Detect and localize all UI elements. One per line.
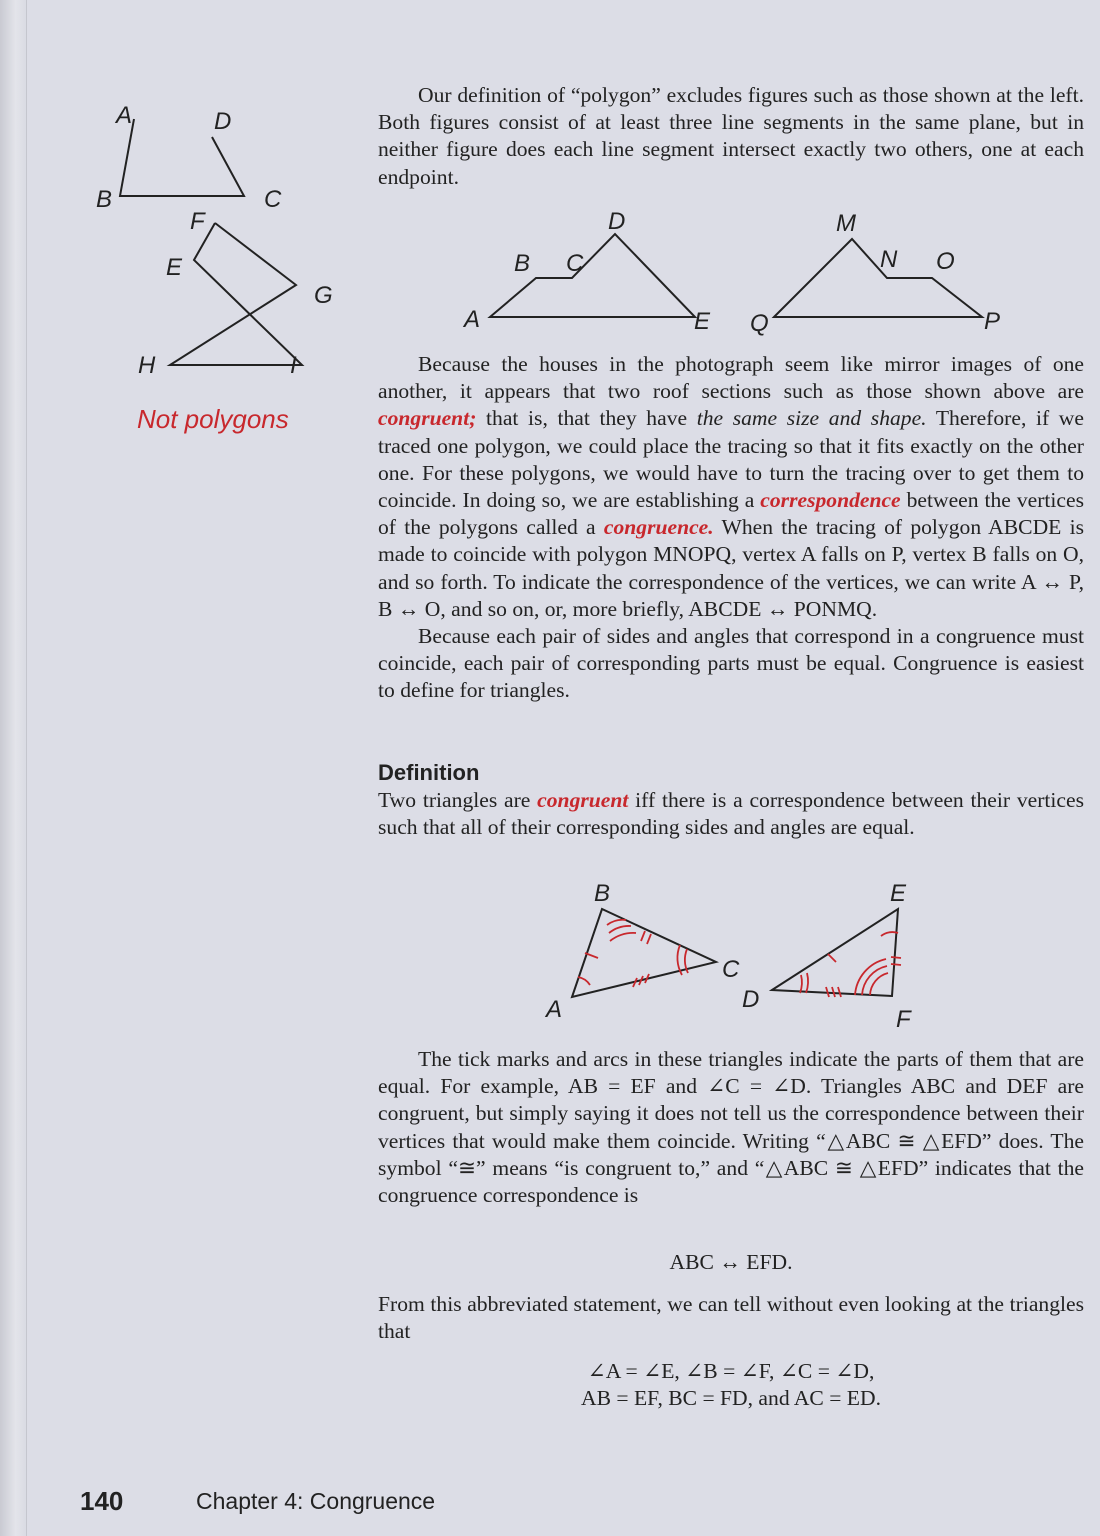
not-polygon-figure-1 <box>90 95 310 215</box>
vertex-label: B <box>96 186 113 213</box>
definition-heading: Definition <box>378 760 480 785</box>
term-correspondence: correspondence <box>760 488 901 513</box>
vertex-label: M <box>836 210 856 237</box>
vertex-label: D <box>608 208 626 235</box>
vertex-label: E <box>694 308 711 335</box>
vertex-label: C <box>566 250 584 277</box>
vertex-label: B <box>514 250 531 277</box>
vertex-label: N <box>880 246 898 273</box>
paragraph-2: Because the houses in the photograph seem like mirror images of one another, it appears that two roof sections such as those shown above are congruent; that is, that they have the same size and shape. Therefore, if we traced one polygon, we could place the tracing so that it fits exactly on the other one. For these polygons, we would have to turn the tracing over to get them to coincide. In doing so, we are establishing a correspondence between the vertices of the polygons called a congruence. When the tracing of polygon ABCDE is made to coincide with polygon MNOPQ, vertex A falls on P, vertex B falls on O, and so forth. To indicate the correspondence of the vertices, we can write A ↔ P, B ↔ O, and so on, or, more briefly, ABCDE ↔ PONMQ. Because each pair of sides and angles that correspond in a congruence must coincide, each pair of corresponding parts must be equal. Congruence is easiest to define for triangles. <box>378 351 1084 705</box>
correspondence-statement: ABC ↔ EFD. <box>669 1250 793 1274</box>
vertex-label: A <box>464 306 481 333</box>
vertex-label: A <box>116 102 133 129</box>
equation-line-2: AB = EF, BC = FD, and AC = ED. <box>581 1386 881 1410</box>
paragraph-5: From this abbreviated statement, we can tell without even looking at the triangles that <box>378 1292 1084 1344</box>
vertex-label: D <box>214 108 232 135</box>
vertex-label: E <box>890 880 907 907</box>
definition-text: Two triangles are congruent iff there is a correspondence between their vertices such that all of their corresponding sides and angles are equal. <box>378 788 1084 840</box>
pentagon-figure <box>450 205 1010 340</box>
vertex-label: G <box>314 282 333 309</box>
not-polygon-figure-2 <box>130 205 350 385</box>
vertex-label: H <box>138 352 156 379</box>
equation-line-1: ∠A = ∠E, ∠B = ∠F, ∠C = ∠D, <box>587 1359 875 1383</box>
vertex-label: F <box>190 208 205 235</box>
vertex-label: O <box>936 248 955 275</box>
term-congruent: congruent; <box>378 406 477 431</box>
term-congruent-def: congruent <box>537 788 629 812</box>
vertex-label: B <box>594 880 611 907</box>
term-congruence: congruence. <box>603 515 714 540</box>
vertex-label: C <box>722 956 740 983</box>
page-number: 140 <box>80 1486 124 1516</box>
figure-caption: Not polygons <box>137 404 289 434</box>
vertex-label: Q <box>750 310 769 337</box>
vertex-label: C <box>264 186 282 213</box>
congruent-triangles-figure <box>530 875 930 1035</box>
vertex-label: E <box>166 254 183 281</box>
page-binding-edge <box>0 0 27 1536</box>
paragraph-3: Because each pair of sides and angles that correspond in a congruence must coincide, each pair of corresponding parts must be equal. Congruence is easiest to define for triangles. <box>378 624 1084 703</box>
paragraph-4: The tick marks and arcs in these triangles indicate the parts of them that are equal. For example, AB = EF and ∠C = ∠D. Triangles ABC and DEF are congruent, but simply saying it does not tell us the correspondence between their vertices that would make them coincide. Writing “△ABC ≅ △EFD” does. The symbol “≅” means “is congruent to,” and “△ABC ≅ △EFD” indicates that the congruence correspondence is <box>378 1047 1084 1208</box>
vertex-label: I <box>290 352 297 379</box>
paragraph-1: Our definition of “polygon” excludes figures such as those shown at the left. Both figures consist of at least three line segments in the same plane, but in neither figure does each line segment intersect exactly two others, one at each endpoint. <box>378 83 1084 189</box>
vertex-label: F <box>896 1006 911 1033</box>
vertex-label: D <box>742 986 760 1013</box>
vertex-label: A <box>546 996 563 1023</box>
vertex-label: P <box>984 308 1001 335</box>
chapter-title: Chapter 4: Congruence <box>196 1488 436 1514</box>
